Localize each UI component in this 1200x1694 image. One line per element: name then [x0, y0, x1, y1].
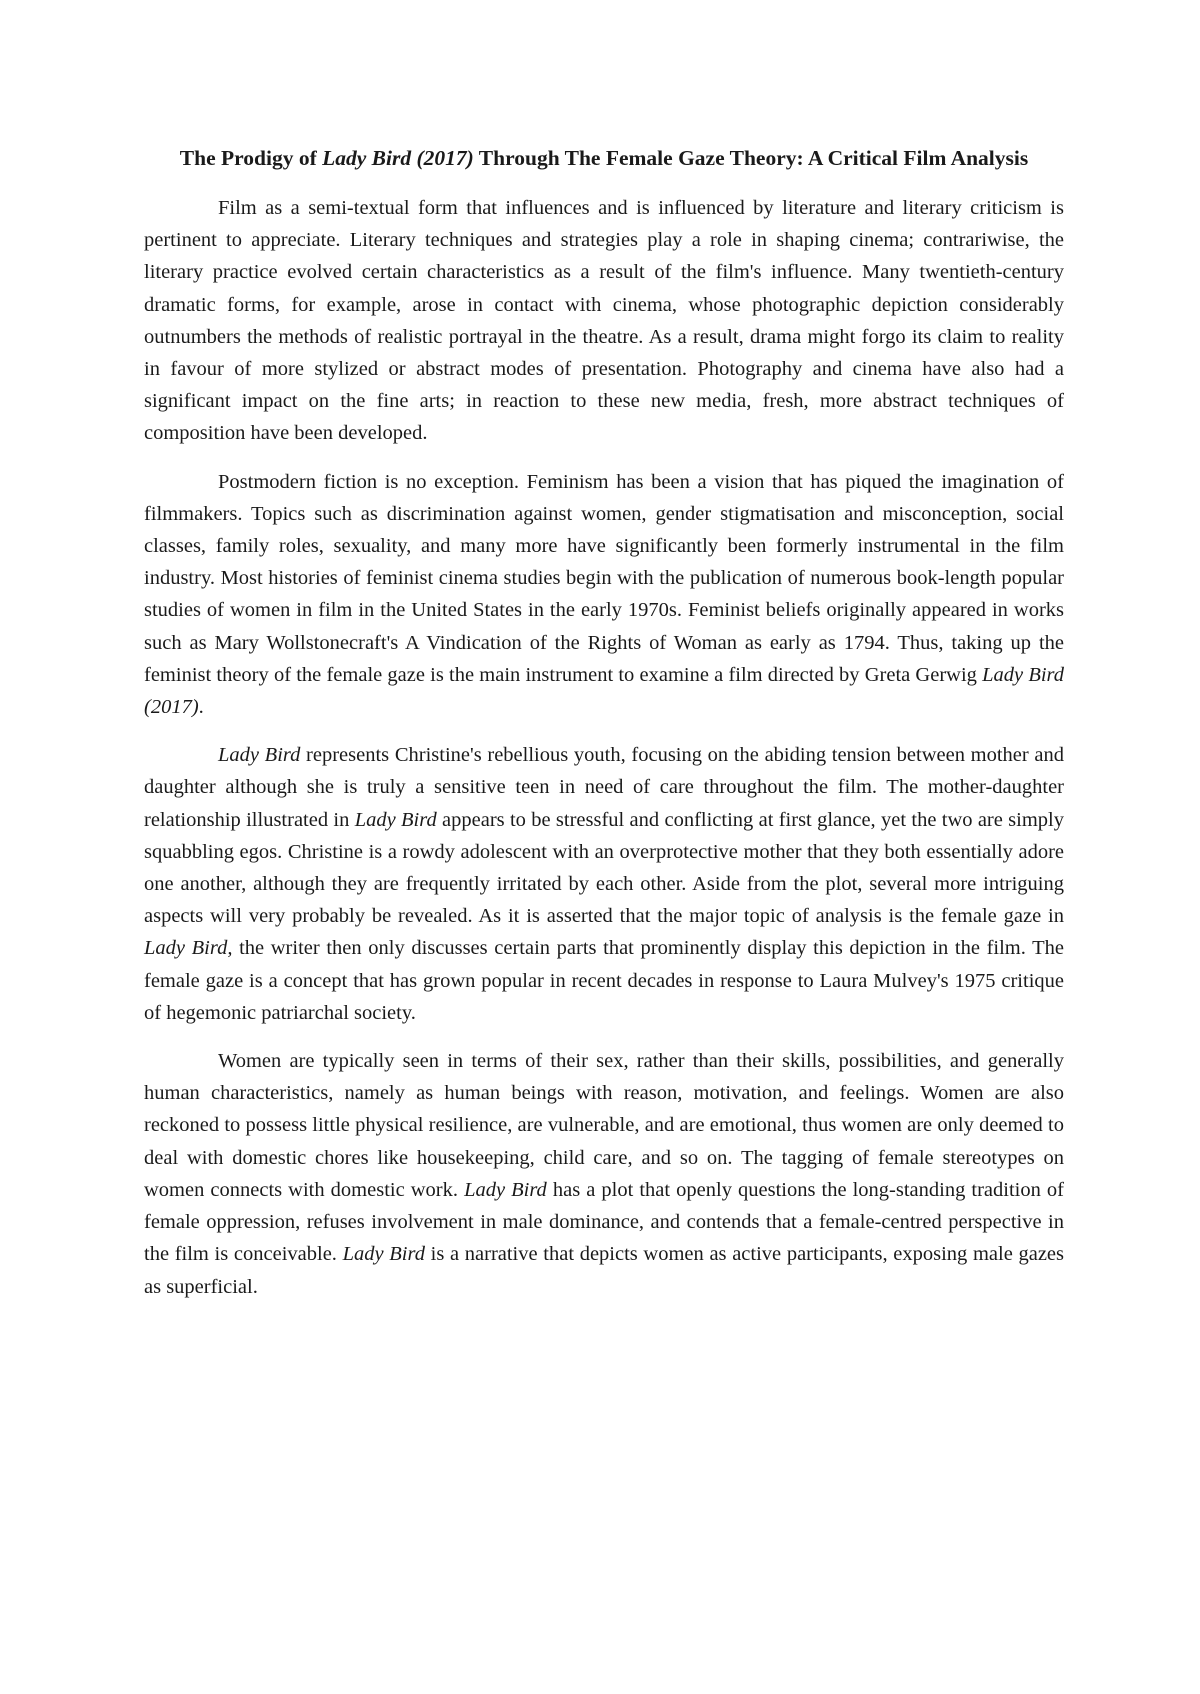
paragraph-text-italic: Lady Bird, [144, 937, 233, 960]
paragraph-text: is a narrative that depicts women as active participants, exposing male gazes as superficial. [144, 1243, 1064, 1298]
paragraph-4 [144, 1045, 1064, 1303]
paragraph-3 [144, 739, 1064, 1029]
paragraph-text: . [198, 696, 204, 719]
paragraph-text-italic: Lady Bird [354, 808, 437, 831]
title-segment: Through The Female Gaze Theory: A Critical Film Analysis [473, 146, 1029, 170]
paragraph-2 [144, 466, 1064, 724]
paragraph-text-italic: Lady Bird [218, 744, 301, 767]
paragraph-text-italic: Lady Bird [464, 1178, 547, 1201]
paragraph-text: the writer then only discusses certain parts that prominently display this depiction in the film. The female gaze is a concept that has grown popular in recent decades in response to Laura Mulvey's 1975 critique of hegemonic patriarchal society. [144, 937, 1065, 1024]
title-segment: The Prodigy of [179, 146, 323, 170]
document-page [144, 142, 1064, 1319]
paragraph-text: Women are typically seen in terms of their sex, rather than their skills, possibilities, and generally human characteristics, namely as human beings with reason, motivation, and feelings. Women are also reckoned to possess little physical resilience, are vulnerable, and are emotional, thus women are only deemed to deal with domestic chores like housekeeping, child care, and so on. The tagging of female stereotypes on women connects with domestic work. [144, 1050, 1064, 1201]
document-title [144, 142, 1064, 174]
paragraph-text: has a plot that openly questions the long-standing tradition of female oppression, refuses involvement in male dominance, and contends that a female-centred perspective in the film is conceivable. [144, 1178, 1064, 1266]
paragraph-text: Film as a semi-textual form that influences and is influenced by literature and literary criticism is pertinent to appreciate. Literary techniques and strategies play a role in shaping cinema; contrariwise, the literary practice evolved certain characteristics as a result of the film's influence. Many twentieth-century dramatic forms, for example, arose in contact with cinema, whose photographic depiction considerably outnumbers the methods of realistic portrayal in the theatre. As a result, drama might forgo its claim to reality in favour of more stylized or abstract modes of presentation. Photography and cinema have also had a significant impact on the fine arts; in reaction to these new media, fresh, more abstract techniques of composition have been developed. [144, 197, 1064, 445]
paragraph-text: appears to be stressful and conflicting at first glance, yet the two are simply squabbling egos. Christine is a rowdy adolescent with an overprotective mother that they both essentially adore one another, although they are frequently irritated by each other. Aside from the plot, several more intriguing aspects will very probably be revealed. As it is asserted that the major topic of analysis is the female gaze in [144, 808, 1064, 928]
title-segment-italic: Lady Bird (2017) [322, 146, 474, 170]
paragraph-text-italic: Lady Bird (2017) [144, 663, 1065, 719]
paragraph-text: represents Christine's rebellious youth, focusing on the abiding tension between mother and daughter although she is truly a sensitive teen in need of care throughout the film. The mother-daughter relationship illustrated in [144, 744, 1064, 831]
paragraph-text: Postmodern fiction is no exception. Feminism has been a vision that has piqued the imagination of filmmakers. Topics such as discrimination against women, gender stigmatisation and misconception, social classes, family roles, sexuality, and many more have significantly been formerly instrumental in the film industry. Most histories of feminist cinema studies begin with the publication of numerous book-length popular studies of women in film in the United States in the early 1970s. Feminist beliefs originally appeared in works such as Mary Wollstonecraft's A Vindication of the Rights of Woman as early as 1794. Thus, taking up the feminist theory of the female gaze is the main instrument to examine a film directed by Greta Gerwig [144, 470, 1064, 686]
paragraph-1 [144, 192, 1064, 450]
paragraph-text-italic: Lady Bird [342, 1243, 425, 1266]
